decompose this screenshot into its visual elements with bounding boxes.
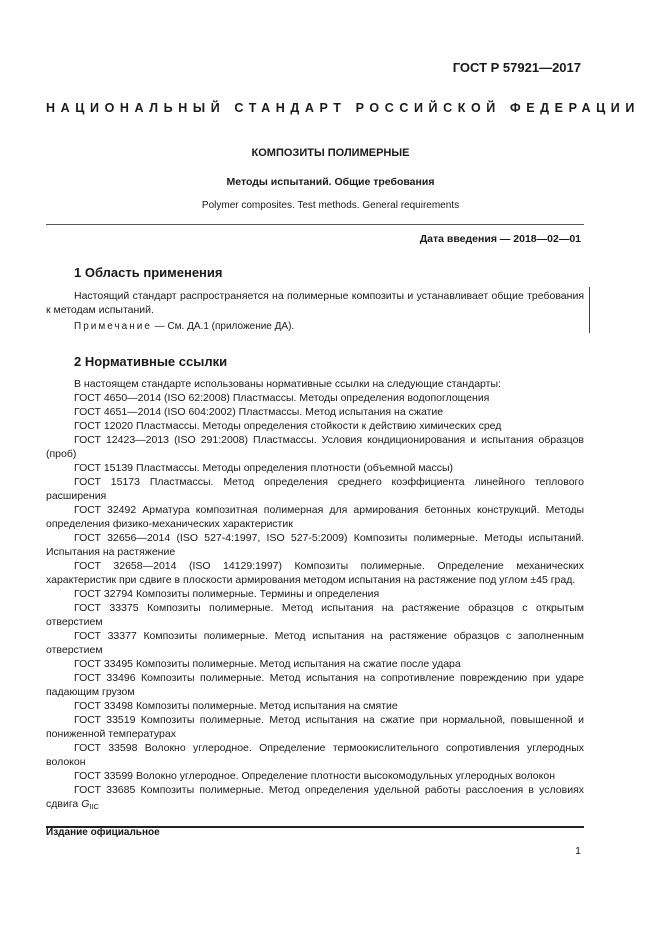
reference-item: ГОСТ 33496 Композиты полимерные. Метод испытания на сопротивление повреждению при ударе падающим грузом: [46, 672, 584, 698]
reference-item: ГОСТ 33377 Композиты полимерные. Метод испытания на растяжение образцов с заполненным отверстием: [46, 630, 584, 656]
section-2-heading: 2 Нормативные ссылки: [74, 354, 228, 369]
reference-item: ГОСТ 32658—2014 (ISO 14129:1997) Композиты полимерные. Определение механических характеристик при сдвиге в плоскости армирования методом испытания на растяжение под углом ±45 град.: [46, 560, 584, 586]
reference-text: ГОСТ 33685 Композиты полимерные. Метод определения удельной работы расслоения в условиях сдвига: [46, 784, 584, 810]
reference-item: ГОСТ 33498 Композиты полимерные. Метод испытания на смятие: [74, 700, 398, 712]
scope-paragraph: Настоящий стандарт распространяется на полимерные композиты и устанавливает общие требования к методам испытаний.: [46, 290, 584, 316]
shear-symbol-subscript: IIC: [89, 802, 99, 811]
section-1-note: [74, 321, 294, 332]
reference-item: ГОСТ 33495 Композиты полимерные. Метод испытания на сжатие после удара: [74, 658, 461, 670]
reference-item: ГОСТ 32492 Арматура композитная полимерная для армирования бетонных конструкций. Методы определения физико-механических характеристик: [46, 504, 584, 530]
reference-item: ГОСТ 12423—2013 (ISO 291:2008) Пластмассы. Условия кондиционирования и испытания образцов (проб): [46, 434, 584, 460]
reference-item: ГОСТ 4650—2014 (ISO 62:2008) Пластмассы. Методы определения водопоглощения: [74, 392, 490, 404]
document-title: КОМПОЗИТЫ ПОЛИМЕРНЫЕ: [251, 147, 410, 159]
section-1-body: [46, 289, 584, 317]
reference-item: ГОСТ 33599 Волокно углеродное. Определение плотности высокомодульных углеродных волокон: [74, 770, 556, 782]
reference-item: ГОСТ 4651—2014 (ISO 604:2002) Пластмассы. Метод испытания на сжатие: [74, 406, 444, 418]
reference-item: ГОСТ 32794 Композиты полимерные. Термины и определения: [74, 588, 380, 600]
document-code: ГОСТ Р 57921—2017: [452, 60, 581, 75]
reference-item: ГОСТ 15139 Пластмассы. Методы определения плотности (объемной массы): [74, 462, 453, 474]
reference-item: ГОСТ 12020 Пластмассы. Методы определения стойкости к действию химических сред: [74, 420, 502, 432]
references-intro: В настоящем стандарте использованы нормативные ссылки на следующие стандарты:: [74, 378, 501, 390]
normative-references-list: [46, 377, 584, 814]
note-label: Примечание: [74, 321, 152, 332]
national-standard-heading: НАЦИОНАЛЬНЫЙ СТАНДАРТ РОССИЙСКОЙ ФЕДЕРАЦИИ: [46, 101, 640, 115]
page-number: 1: [575, 845, 581, 857]
edition-label: Издание официальное: [46, 827, 160, 838]
reference-item-last: [46, 783, 584, 814]
section-1-heading: 1 Область применения: [74, 265, 223, 280]
title-divider: [46, 224, 584, 225]
change-marker-bar: [589, 287, 590, 333]
reference-item: ГОСТ 33598 Волокно углеродное. Определение термоокислительного сопротивления углеродных волокон: [46, 742, 584, 768]
document-title-english: Polymer composites. Test methods. General requirements: [201, 200, 460, 211]
reference-item: ГОСТ 33519 Композиты полимерные. Метод испытания на сжатие при нормальной, повышенной и пониженной температурах: [46, 714, 584, 740]
reference-item: ГОСТ 15173 Пластмассы. Метод определения среднего коэффициента линейного теплового расширения: [46, 476, 584, 502]
document-subtitle: Методы испытаний. Общие требования: [226, 176, 435, 188]
shear-symbol: G: [81, 798, 90, 810]
reference-item: ГОСТ 32656—2014 (ISO 527-4:1997, ISO 527-5:2009) Композиты полимерные. Методы испытаний. Испытания на растяжение: [46, 532, 584, 558]
introduction-date: Дата введения — 2018—02—01: [419, 233, 581, 245]
reference-item: ГОСТ 33375 Композиты полимерные. Метод испытания на растяжение образцов с открытым отверстием: [46, 602, 584, 628]
note-text: — См. ДА.1 (приложение ДА).: [151, 321, 295, 332]
